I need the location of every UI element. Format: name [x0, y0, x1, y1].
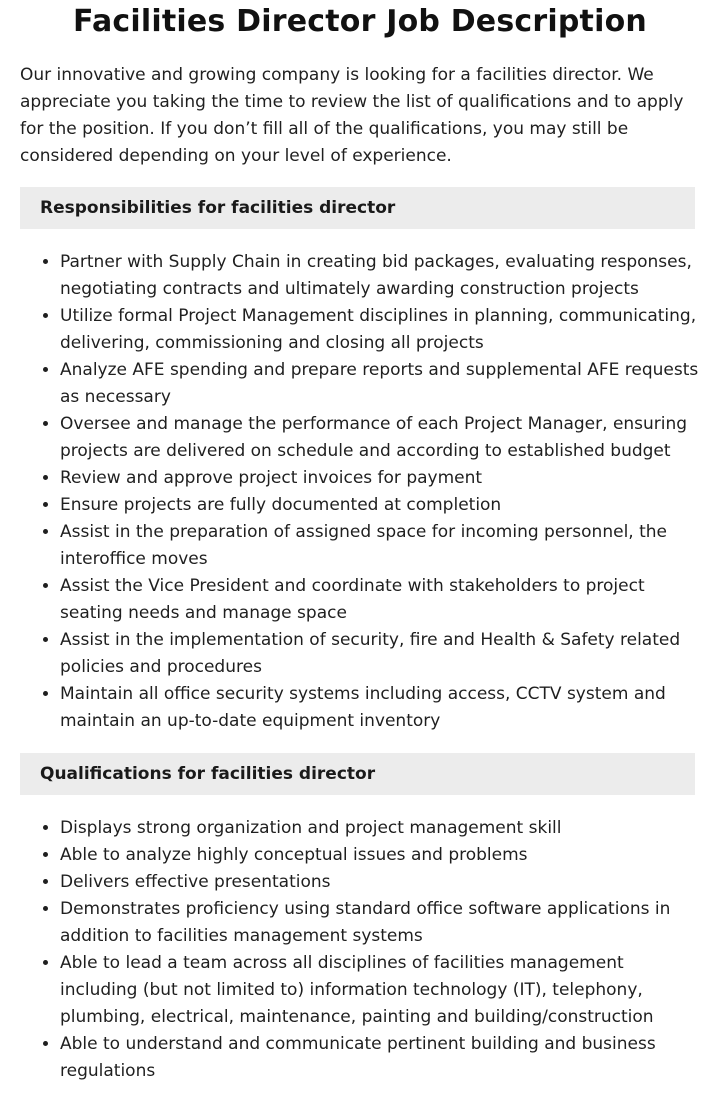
- list-item: • Able to analyze highly conceptual issues and problems: [60, 842, 700, 869]
- responsibilities-list: [20, 249, 700, 735]
- list-item: • Maintain all office security systems including access, CCTV system and maintain an up-to-date equipment inventory: [60, 681, 700, 735]
- page-title: Facilities Director Job Description: [73, 4, 647, 39]
- list-item: • Assist the Vice President and coordinate with stakeholders to project seating needs and manage space: [60, 573, 700, 627]
- list-item: • Able to lead a team across all disciplines of facilities management including (but not limited to) information technology (IT), telephony, plumbing, electrical, maintenance, painting and building/construction: [60, 950, 700, 1031]
- list-item: • Able to understand and communicate pertinent building and business regulations: [60, 1031, 700, 1085]
- list-item: • Demonstrates proficiency using standard office software applications in addition to facilities management systems: [60, 896, 700, 950]
- list-item: • Delivers effective presentations: [60, 869, 700, 896]
- qualifications-heading: Qualifications for facilities director: [20, 753, 695, 795]
- qualifications-list: [20, 815, 700, 1085]
- list-item: • Oversee and manage the performance of each Project Manager, ensuring projects are delivered on schedule and according to established budget: [60, 411, 700, 465]
- list-item: • Assist in the implementation of security, fire and Health & Safety related policies and procedures: [60, 627, 700, 681]
- intro-paragraph: Our innovative and growing company is looking for a facilities director. We appreciate you taking the time to review the list of qualifications and to apply for the position. If you don’t fill all of the qualifications, you may still be considered depending on your level of experience.: [20, 65, 684, 166]
- list-item: • Displays strong organization and project management skill: [60, 815, 700, 842]
- list-item: • Review and approve project invoices for payment: [60, 465, 700, 492]
- responsibilities-heading: Responsibilities for facilities director: [20, 187, 695, 229]
- list-item: • Ensure projects are fully documented at completion: [60, 492, 700, 519]
- list-item: • Analyze AFE spending and prepare reports and supplemental AFE requests as necessary: [60, 357, 700, 411]
- list-item: • Assist in the preparation of assigned space for incoming personnel, the interoffice moves: [60, 519, 700, 573]
- list-item: • Utilize formal Project Management disciplines in planning, communicating, delivering, commissioning and closing all projects: [60, 303, 700, 357]
- list-item: • Partner with Supply Chain in creating bid packages, evaluating responses, negotiating contracts and ultimately awarding construction projects: [60, 249, 700, 303]
